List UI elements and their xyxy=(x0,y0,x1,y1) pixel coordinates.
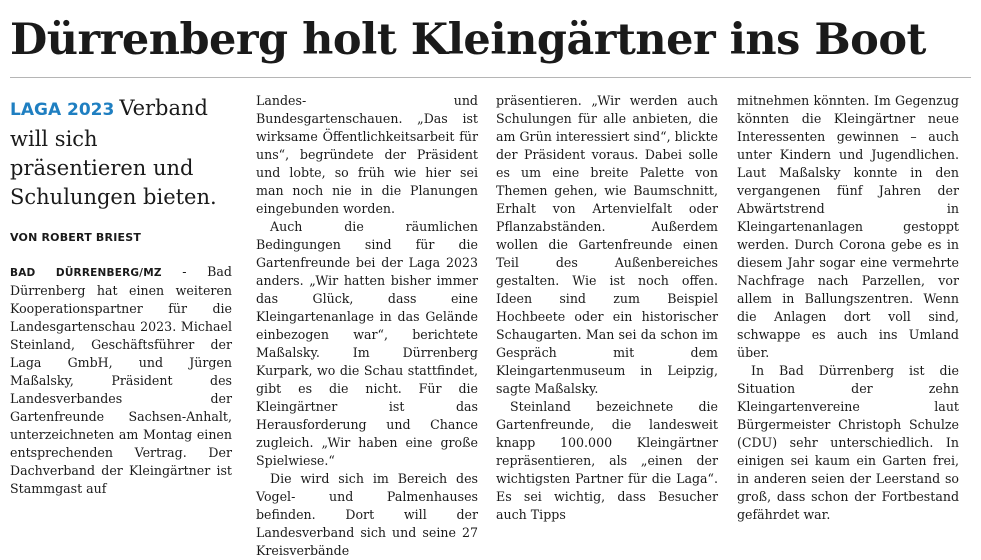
article-kicker: LAGA 2023 xyxy=(10,100,115,120)
article-column-3 xyxy=(496,92,718,522)
paragraph: Steinland bezeichnete die Gartenfreunde, die landesweit knapp 100.000 Kleingärtner repräsentieren, als „einen der wichtigsten Partner für die Laga“. Es sei wichtig, dass Besucher auch Tipps xyxy=(496,399,718,522)
paragraph-text: - Bad Dürrenberg hat einen weiteren Kooperationspartner für die Landesgartenschau 2023. Michael Steinland, Geschäftsführer der Laga GmbH, und Jürgen Maßalsky, Präsident des Landesverbandes der Gartenfreunde Sachsen-Anhalt, unterzeichneten am Montag einen entsprechenden Vertrag. Der Dachverband der Kleingärtner ist Stammgast auf xyxy=(10,264,232,496)
article-deck xyxy=(10,94,232,212)
dateline: BAD DÜRRENBERG/MZ xyxy=(10,267,162,279)
article-column-2 xyxy=(256,92,478,558)
article-lead xyxy=(10,94,232,212)
article-byline: VON ROBERT BRIEST xyxy=(10,231,142,244)
article-column-4 xyxy=(737,92,959,522)
paragraph: Die wird sich im Bereich des Vogel- und Palmenhauses befinden. Dort will der Landesverband sich und seine 27 Kreisverbände xyxy=(256,471,478,558)
paragraph: Auch die räumlichen Bedingungen sind für die Gartenfreunde bei der Laga 2023 anders. „Wir hatten bisher immer das Glück, dass eine Kleingartenanlage in das Gelände einbezogen war“, berichtete Maßalsky. Im Dürrenberg Kurpark, wo die Schau stattfindet, gibt es die nicht. Für die Kleingärtner ist das Herausforderung und Chance zugleich. „Wir haben eine große Spielwiese.“ xyxy=(256,219,478,468)
paragraph xyxy=(10,263,232,498)
article-headline: Dürrenberg holt Kleingärtner ins Boot xyxy=(10,15,926,65)
paragraph: mitnehmen könnten. Im Gegenzug könnten die Kleingärtner neue Interessenten gewinnen – auch unter Kindern und Jugendlichen. Laut Maßalsky konnte in den vergangenen fünf Jahren der Abwärtstrend in Kleingartenanlagen gestoppt werden. Durch Corona gebe es in diesem Jahr sogar eine vermehrte Nachfrage nach Parzellen, vor allem in Ballungszentren. Wenn die Anlagen dort voll sind, schwappe es auch ins Umland über. xyxy=(737,93,959,360)
headline-rule xyxy=(10,77,971,78)
paragraph: Landes- und Bundesgartenschauen. „Das ist wirksame Öffentlichkeitsarbeit für uns“, begründete der Präsident und lobte, so früh wie hier sei man noch nie in die Planungen eingebunden worden. xyxy=(256,93,478,216)
deck-text: Verband will sich präsentieren und Schulungen bieten. xyxy=(10,96,217,209)
paragraph: präsentieren. „Wir werden auch Schulungen für alle anbieten, die am Grün interessiert sind“, blickte der Präsident voraus. Dabei solle es um eine breite Palette von Themen gehen, wie Baumschnitt, Erhalt von Artenvielfalt oder Pflanzabständen. Außerdem wollen die Gartenfreunde einen Teil des Außenbereiches gestalten. Wie ist noch offen. Ideen sind zum Beispiel Hochbeete oder ein historischer Schaugarten. Man sei da schon im Gespräch mit dem Kleingartenmuseum in Leipzig, sagte Maßalsky. xyxy=(496,93,718,396)
article-column-1 xyxy=(10,263,232,494)
paragraph: In Bad Dürrenberg ist die Situation der zehn Kleingartenvereine laut Bürgermeister Christoph Schulze (CDU) sehr unterschiedlich. In einigen sei kaum ein Garten frei, in anderen seien der Leerstand so groß, dass schon der Fortbestand gefährdet war. xyxy=(737,363,959,522)
